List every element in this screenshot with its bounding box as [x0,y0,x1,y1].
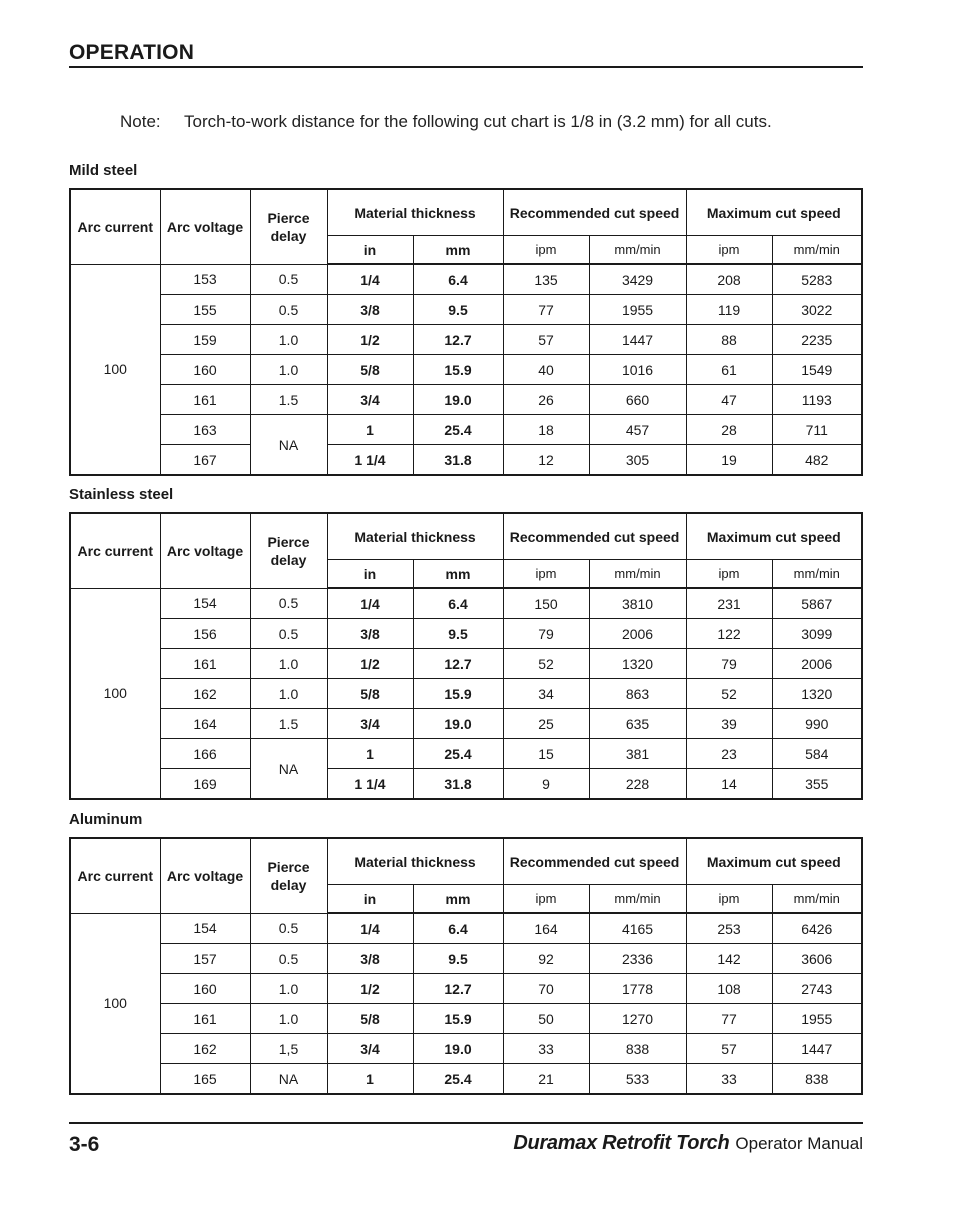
arc-voltage-cell: 157 [160,944,250,974]
thickness-in-cell: 1 [327,415,413,445]
maximum-ipm-cell: 122 [686,619,772,649]
recommended-mm-min-cell: 2006 [589,619,686,649]
maximum-mm-min-cell: 584 [772,739,862,769]
arc-voltage-cell: 160 [160,974,250,1004]
recommended-ipm-cell: 26 [503,385,589,415]
thickness-in-cell: 1/2 [327,974,413,1004]
maximum-ipm-cell: 19 [686,445,772,476]
maximum-mm-min-cell: 2743 [772,974,862,1004]
maximum-ipm-cell: 47 [686,385,772,415]
footer-title [513,1132,863,1155]
recommended-mm-min-cell: 533 [589,1064,686,1095]
table-row [70,325,862,355]
thickness-in-cell: 1/4 [327,588,413,619]
arc-voltage-cell: 162 [160,679,250,709]
thickness-mm-cell: 25.4 [413,739,503,769]
thickness-mm-cell: 12.7 [413,649,503,679]
thickness-mm-cell: 25.4 [413,1064,503,1095]
recommended-mm-min-cell: 660 [589,385,686,415]
recommended-ipm-cell: 52 [503,649,589,679]
recommended-ipm-cell: 57 [503,325,589,355]
thickness-in-cell: 1/2 [327,649,413,679]
thickness-mm-cell: 15.9 [413,679,503,709]
recommended-ipm-cell: 77 [503,295,589,325]
table-row [70,913,862,944]
maximum-mm-min-cell: 1955 [772,1004,862,1034]
thickness-in-cell: 1 [327,739,413,769]
arc-voltage-header: Arc voltage [160,189,250,264]
mild-steel-cut-table [69,188,863,476]
arc-current-header: Arc current [70,838,160,913]
arc-voltage-cell: 154 [160,913,250,944]
maximum-ipm-cell: 142 [686,944,772,974]
arc-voltage-header: Arc voltage [160,838,250,913]
arc-voltage-cell: 161 [160,1004,250,1034]
table-row [70,295,862,325]
table-row [70,974,862,1004]
recommended-mm-min-cell: 1447 [589,325,686,355]
unit-mm-header: mm [413,236,503,265]
table-row [70,649,862,679]
thickness-mm-cell: 15.9 [413,355,503,385]
thickness-mm-cell: 31.8 [413,445,503,476]
recommended-ipm-cell: 25 [503,709,589,739]
pierce-delay-cell: 1.0 [250,355,327,385]
thickness-in-cell: 5/8 [327,355,413,385]
recommended-mm-min-cell: 863 [589,679,686,709]
maximum-mm-min-cell: 2235 [772,325,862,355]
recommended-mm-min-cell: 3810 [589,588,686,619]
unit-mm-min-header: mm/min [772,236,862,265]
thickness-mm-cell: 19.0 [413,709,503,739]
footer-divider [69,1122,863,1124]
recommended-ipm-cell: 92 [503,944,589,974]
arc-voltage-cell: 166 [160,739,250,769]
pierce-delay-cell: 0.5 [250,264,327,295]
mild-steel-label: Mild steel [69,162,138,179]
stainless-steel-cut-table [69,512,863,800]
arc-current-cell: 100 [70,913,160,1094]
unit-ipm-header: ipm [686,560,772,589]
unit-in-header: in [327,885,413,914]
recommended-mm-min-cell: 635 [589,709,686,739]
unit-mm-min-header: mm/min [589,560,686,589]
thickness-mm-cell: 25.4 [413,415,503,445]
pierce-delay-cell: NA [250,415,327,476]
table-row [70,385,862,415]
arc-voltage-cell: 169 [160,769,250,800]
pierce-delay-cell: 1.5 [250,709,327,739]
maximum-mm-min-cell: 482 [772,445,862,476]
recommended-ipm-cell: 33 [503,1034,589,1064]
pierce-delay-cell: 1.0 [250,679,327,709]
table-row [70,619,862,649]
pierce-delay-cell: 0.5 [250,619,327,649]
thickness-in-cell: 5/8 [327,1004,413,1034]
maximum-ipm-cell: 33 [686,1064,772,1095]
maximum-mm-min-cell: 355 [772,769,862,800]
thickness-in-cell: 1 1/4 [327,445,413,476]
pierce-delay-cell: 0.5 [250,944,327,974]
maximum-mm-min-cell: 838 [772,1064,862,1095]
thickness-in-cell: 1/4 [327,264,413,295]
recommended-mm-min-cell: 4165 [589,913,686,944]
maximum-ipm-cell: 57 [686,1034,772,1064]
recommended-mm-min-cell: 1955 [589,295,686,325]
thickness-mm-cell: 6.4 [413,264,503,295]
thickness-in-cell: 3/8 [327,295,413,325]
pierce-delay-header: Pierce delay [250,189,327,264]
thickness-in-cell: 1 1/4 [327,769,413,800]
table-row [70,739,862,769]
table-row [70,1004,862,1034]
recommended-ipm-cell: 21 [503,1064,589,1095]
maximum-mm-min-cell: 5283 [772,264,862,295]
maximum-mm-min-cell: 3606 [772,944,862,974]
recommended-mm-min-cell: 1016 [589,355,686,385]
arc-voltage-cell: 164 [160,709,250,739]
maximum-mm-min-cell: 1320 [772,679,862,709]
thickness-in-cell: 3/8 [327,944,413,974]
thickness-in-cell: 3/8 [327,619,413,649]
table-row [70,679,862,709]
recommended-mm-min-cell: 3429 [589,264,686,295]
page-number: 3-6 [69,1133,100,1156]
maximum-mm-min-cell: 2006 [772,649,862,679]
recommended-ipm-cell: 12 [503,445,589,476]
pierce-delay-cell: 1,5 [250,1034,327,1064]
pierce-delay-cell: NA [250,1064,327,1095]
material-thickness-header: Material thickness [327,838,503,885]
thickness-in-cell: 1/4 [327,913,413,944]
thickness-mm-cell: 6.4 [413,913,503,944]
maximum-mm-min-cell: 6426 [772,913,862,944]
recommended-mm-min-cell: 2336 [589,944,686,974]
table-row [70,769,862,800]
maximum-ipm-cell: 23 [686,739,772,769]
arc-voltage-cell: 154 [160,588,250,619]
recommended-mm-min-cell: 1778 [589,974,686,1004]
thickness-mm-cell: 15.9 [413,1004,503,1034]
thickness-mm-cell: 9.5 [413,619,503,649]
maximum-ipm-cell: 61 [686,355,772,385]
pierce-delay-cell: 1.0 [250,649,327,679]
recommended-mm-min-cell: 305 [589,445,686,476]
thickness-mm-cell: 31.8 [413,769,503,800]
arc-current-cell: 100 [70,588,160,799]
table-row [70,1064,862,1095]
recommended-ipm-cell: 79 [503,619,589,649]
thickness-mm-cell: 12.7 [413,974,503,1004]
arc-current-cell: 100 [70,264,160,475]
thickness-mm-cell: 19.0 [413,385,503,415]
aluminum-label: Aluminum [69,811,143,828]
arc-current-header: Arc current [70,513,160,588]
arc-voltage-cell: 165 [160,1064,250,1095]
unit-ipm-header: ipm [686,885,772,914]
maximum-mm-min-cell: 1447 [772,1034,862,1064]
material-thickness-header: Material thickness [327,189,503,236]
pierce-delay-cell: 1.0 [250,325,327,355]
maximum-mm-min-cell: 3022 [772,295,862,325]
pierce-delay-header: Pierce delay [250,513,327,588]
thickness-in-cell: 3/4 [327,709,413,739]
unit-mm-min-header: mm/min [589,885,686,914]
unit-ipm-header: ipm [686,236,772,265]
recommended-mm-min-cell: 228 [589,769,686,800]
pierce-delay-header: Pierce delay [250,838,327,913]
unit-mm-min-header: mm/min [589,236,686,265]
material-thickness-header: Material thickness [327,513,503,560]
recommended-mm-min-cell: 1320 [589,649,686,679]
unit-ipm-header: ipm [503,236,589,265]
note-label: Note: [120,112,161,131]
unit-mm-header: mm [413,885,503,914]
recommended-ipm-cell: 18 [503,415,589,445]
unit-in-header: in [327,236,413,265]
pierce-delay-cell: 1.0 [250,1004,327,1034]
arc-voltage-cell: 163 [160,415,250,445]
table-row [70,709,862,739]
page-section-title: OPERATION [69,41,195,64]
maximum-ipm-cell: 88 [686,325,772,355]
manual-label: Operator Manual [735,1134,863,1153]
recommended-mm-min-cell: 457 [589,415,686,445]
thickness-in-cell: 3/4 [327,1034,413,1064]
maximum-mm-min-cell: 5867 [772,588,862,619]
recommended-ipm-cell: 164 [503,913,589,944]
table-row [70,588,862,619]
aluminum-cut-table [69,837,863,1095]
maximum-ipm-cell: 231 [686,588,772,619]
arc-voltage-cell: 153 [160,264,250,295]
thickness-in-cell: 1 [327,1064,413,1095]
maximum-cut-speed-header: Maximum cut speed [686,513,862,560]
arc-voltage-cell: 159 [160,325,250,355]
note [120,112,772,132]
pierce-delay-cell: 0.5 [250,913,327,944]
recommended-mm-min-cell: 381 [589,739,686,769]
table-row [70,415,862,445]
maximum-mm-min-cell: 990 [772,709,862,739]
table-row [70,1034,862,1064]
recommended-mm-min-cell: 838 [589,1034,686,1064]
unit-ipm-header: ipm [503,560,589,589]
pierce-delay-cell: 0.5 [250,295,327,325]
arc-voltage-header: Arc voltage [160,513,250,588]
recommended-ipm-cell: 135 [503,264,589,295]
arc-voltage-cell: 161 [160,385,250,415]
maximum-mm-min-cell: 1193 [772,385,862,415]
unit-mm-min-header: mm/min [772,560,862,589]
arc-current-header: Arc current [70,189,160,264]
header-divider [69,66,863,68]
arc-voltage-cell: 167 [160,445,250,476]
arc-voltage-cell: 160 [160,355,250,385]
maximum-mm-min-cell: 1549 [772,355,862,385]
unit-ipm-header: ipm [503,885,589,914]
table-row [70,445,862,476]
arc-voltage-cell: 162 [160,1034,250,1064]
recommended-ipm-cell: 15 [503,739,589,769]
thickness-in-cell: 1/2 [327,325,413,355]
thickness-mm-cell: 12.7 [413,325,503,355]
recommended-mm-min-cell: 1270 [589,1004,686,1034]
table-row [70,264,862,295]
recommended-ipm-cell: 9 [503,769,589,800]
thickness-mm-cell: 9.5 [413,944,503,974]
pierce-delay-cell: 0.5 [250,588,327,619]
thickness-mm-cell: 6.4 [413,588,503,619]
recommended-ipm-cell: 150 [503,588,589,619]
recommended-cut-speed-header: Recommended cut speed [503,189,686,236]
note-text: Torch-to-work distance for the following cut chart is 1/8 in (3.2 mm) for all cuts. [184,112,772,131]
maximum-ipm-cell: 119 [686,295,772,325]
maximum-ipm-cell: 108 [686,974,772,1004]
unit-in-header: in [327,560,413,589]
thickness-mm-cell: 19.0 [413,1034,503,1064]
maximum-ipm-cell: 208 [686,264,772,295]
recommended-ipm-cell: 50 [503,1004,589,1034]
maximum-ipm-cell: 79 [686,649,772,679]
maximum-ipm-cell: 14 [686,769,772,800]
maximum-ipm-cell: 77 [686,1004,772,1034]
maximum-cut-speed-header: Maximum cut speed [686,838,862,885]
recommended-ipm-cell: 40 [503,355,589,385]
maximum-ipm-cell: 28 [686,415,772,445]
arc-voltage-cell: 161 [160,649,250,679]
pierce-delay-cell: NA [250,739,327,800]
maximum-ipm-cell: 253 [686,913,772,944]
unit-mm-min-header: mm/min [772,885,862,914]
unit-mm-header: mm [413,560,503,589]
table-row [70,944,862,974]
stainless-steel-label: Stainless steel [69,486,174,503]
thickness-mm-cell: 9.5 [413,295,503,325]
maximum-ipm-cell: 39 [686,709,772,739]
maximum-ipm-cell: 52 [686,679,772,709]
recommended-cut-speed-header: Recommended cut speed [503,838,686,885]
thickness-in-cell: 5/8 [327,679,413,709]
recommended-cut-speed-header: Recommended cut speed [503,513,686,560]
recommended-ipm-cell: 34 [503,679,589,709]
arc-voltage-cell: 155 [160,295,250,325]
recommended-ipm-cell: 70 [503,974,589,1004]
maximum-mm-min-cell: 3099 [772,619,862,649]
arc-voltage-cell: 156 [160,619,250,649]
table-row [70,355,862,385]
thickness-in-cell: 3/4 [327,385,413,415]
maximum-cut-speed-header: Maximum cut speed [686,189,862,236]
pierce-delay-cell: 1.5 [250,385,327,415]
product-name: Duramax Retrofit Torch [513,1132,730,1154]
maximum-mm-min-cell: 711 [772,415,862,445]
pierce-delay-cell: 1.0 [250,974,327,1004]
